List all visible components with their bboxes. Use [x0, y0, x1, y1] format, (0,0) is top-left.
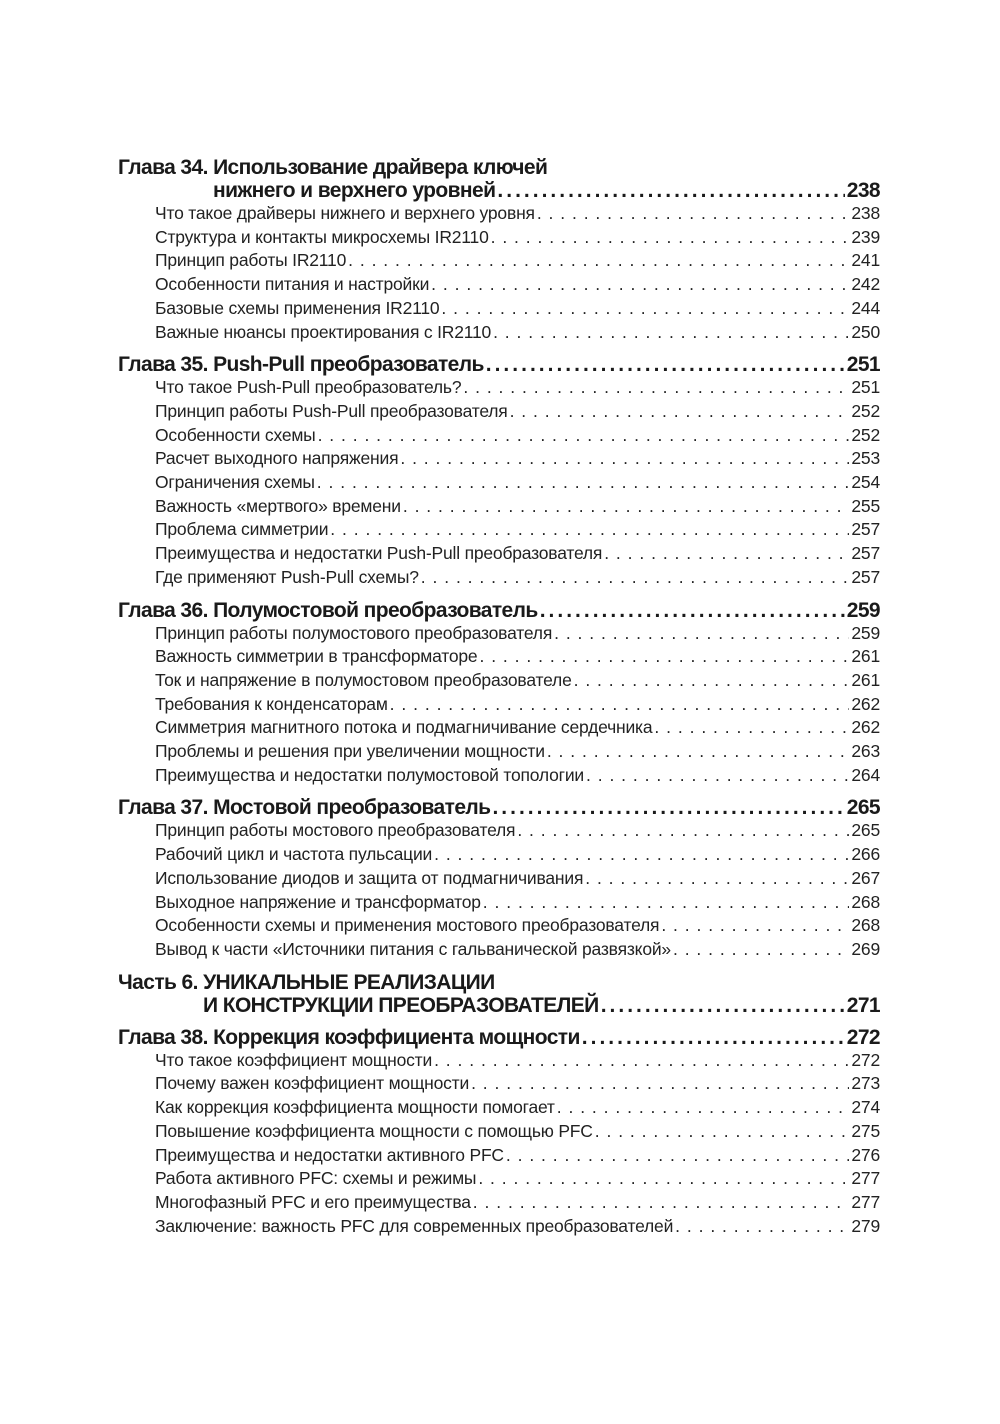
heading-title: УНИКАЛЬНЫЕ РЕАЛИЗАЦИИ	[203, 970, 495, 994]
page-number: 266	[851, 844, 880, 865]
dot-leader	[403, 495, 850, 519]
dot-leader	[330, 518, 849, 542]
dot-leader	[463, 376, 849, 400]
toc-section	[118, 156, 880, 344]
entry-title: Структура и контакты микросхемы IR2110	[155, 226, 489, 247]
toc-entry[interactable]	[118, 226, 880, 250]
entry-title: Выходное напряжение и трансформатор	[155, 891, 481, 912]
toc-entry[interactable]	[118, 693, 880, 717]
entry-title: Важность «мертвого» времени	[155, 495, 401, 516]
page-number: 250	[851, 321, 880, 342]
page-number: 267	[851, 867, 880, 888]
toc-entry[interactable]	[118, 716, 880, 740]
page-number: 242	[851, 274, 880, 295]
toc-entry[interactable]	[118, 1096, 880, 1120]
page-number: 241	[851, 250, 880, 271]
page-number: 239	[851, 226, 880, 247]
page-number: 265	[851, 820, 880, 841]
page-number: 272	[851, 1049, 880, 1070]
section-label: Глава 38.	[118, 1025, 214, 1049]
toc-section	[118, 353, 880, 589]
heading-title: Использование драйвера ключей	[213, 156, 548, 179]
dot-leader	[537, 202, 850, 226]
page-number: 277	[851, 1191, 880, 1212]
section-heading[interactable]	[118, 796, 880, 819]
section-label: Глава 35.	[118, 353, 214, 377]
page-number: 274	[851, 1097, 880, 1118]
dot-leader	[348, 249, 849, 273]
toc-entry[interactable]	[118, 566, 880, 590]
dot-leader	[604, 542, 849, 566]
page-number: 262	[851, 717, 880, 738]
entry-title: Важность симметрии в трансформаторе	[155, 646, 478, 667]
dot-leader	[483, 891, 850, 915]
entry-title: Работа активного PFC: схемы и режимы	[155, 1168, 477, 1189]
toc-entry[interactable]	[118, 891, 880, 915]
toc-entry[interactable]	[118, 321, 880, 345]
toc-entry[interactable]	[118, 622, 880, 646]
dot-leader	[471, 1072, 849, 1096]
heading-line	[118, 156, 880, 179]
entry-title: Где применяют Push-Pull схемы?	[155, 566, 419, 587]
section-heading[interactable]	[118, 353, 880, 376]
page-number: 261	[851, 669, 880, 690]
dot-leader	[586, 764, 849, 788]
page-number: 251	[846, 353, 880, 377]
entry-title: Ток и напряжение в полумостовом преобразователе	[155, 669, 572, 690]
dot-leader	[661, 914, 849, 938]
page-number: 279	[851, 1215, 880, 1236]
toc-entry[interactable]	[118, 914, 880, 938]
dot-leader	[517, 819, 849, 843]
page-number: 251	[851, 377, 880, 398]
toc-section	[118, 1026, 880, 1239]
page-number: 269	[851, 938, 880, 959]
toc-entry[interactable]	[118, 669, 880, 693]
page-number: 244	[851, 297, 880, 318]
dot-leader	[400, 447, 849, 471]
entry-title: Что такое коэффициент мощности	[155, 1049, 433, 1070]
entry-title: Что такое Push-Pull преобразователь?	[155, 377, 462, 398]
dot-leader	[317, 471, 850, 495]
toc-entry[interactable]	[118, 542, 880, 566]
toc-entry[interactable]	[118, 424, 880, 448]
entry-title: Важные нюансы проектирования с IR2110	[155, 321, 492, 342]
entry-title: Особенности питания и настройки	[155, 274, 430, 295]
toc-entry[interactable]	[118, 495, 880, 519]
heading-line	[118, 599, 880, 622]
dot-leader	[554, 622, 849, 646]
page-number: 262	[851, 693, 880, 714]
heading-line	[118, 353, 880, 376]
dot-leader	[390, 693, 850, 717]
page-number: 264	[851, 764, 880, 785]
entry-title: Рабочий цикл и частота пульсации	[155, 844, 433, 865]
page-number: 261	[851, 646, 880, 667]
entry-title: Проблема симметрии	[155, 519, 329, 540]
page-number: 272	[846, 1025, 880, 1049]
entry-title: Заключение: важность PFC для современных преобразователей	[155, 1215, 674, 1236]
entry-title: Повышение коэффициента мощности с помощью PFC	[155, 1120, 593, 1141]
toc-section	[118, 599, 880, 788]
toc-entry[interactable]	[118, 273, 880, 297]
entry-title: Особенности схемы и применения мостового преобразователя	[155, 915, 660, 936]
toc-entry[interactable]	[118, 297, 880, 321]
heading-title: Полумостовой преобразователь	[213, 598, 538, 622]
heading-line	[118, 179, 880, 202]
section-heading[interactable]	[118, 1026, 880, 1049]
entry-title: Использование диодов и защита от подмагничивания	[155, 867, 584, 888]
heading-line	[118, 1026, 880, 1049]
heading-title: И КОНСТРУКЦИИ ПРЕОБРАЗОВАТЕЛЕЙ	[203, 993, 599, 1017]
toc-section	[118, 796, 880, 961]
page-number: 255	[851, 495, 880, 516]
toc-entry[interactable]	[118, 1167, 880, 1191]
page-number: 271	[846, 993, 880, 1017]
toc-entry[interactable]	[118, 202, 880, 226]
toc-entry[interactable]	[118, 1191, 880, 1215]
dot-leader	[506, 1144, 850, 1168]
heading-line	[118, 971, 880, 994]
section-heading[interactable]	[118, 156, 880, 202]
toc-entry[interactable]	[118, 740, 880, 764]
dot-leader	[486, 353, 845, 376]
toc-entry[interactable]	[118, 1215, 880, 1239]
dot-leader	[585, 867, 849, 891]
section-label: Глава 34.	[118, 156, 214, 179]
dot-leader	[492, 796, 844, 819]
page-number: 252	[851, 424, 880, 445]
entry-title: Принцип работы полумостового преобразователя	[155, 622, 553, 643]
page-number: 259	[846, 598, 880, 622]
page-number: 276	[851, 1144, 880, 1165]
entry-title: Преимущества и недостатки полумостовой топологии	[155, 764, 584, 785]
dot-leader	[491, 226, 850, 250]
dot-leader	[654, 716, 849, 740]
dot-leader	[478, 1167, 849, 1191]
toc-entry[interactable]	[118, 867, 880, 891]
dot-leader	[479, 645, 849, 669]
page-number: 268	[851, 915, 880, 936]
entry-title: Преимущества и недостатки Push-Pull преобразователя	[155, 543, 603, 564]
toc-entry[interactable]	[118, 249, 880, 273]
dot-leader	[595, 1120, 850, 1144]
page-number: 259	[851, 622, 880, 643]
entry-title: Что такое драйверы нижнего и верхнего уровня	[155, 203, 535, 223]
entry-title: Ограничения схемы	[155, 472, 315, 493]
entry-title: Многофазный PFC и его преимущества	[155, 1191, 471, 1212]
heading-title: нижнего и верхнего уровней	[213, 179, 496, 202]
page-number: 268	[851, 891, 880, 912]
dot-leader	[434, 843, 849, 867]
page-number: 253	[851, 448, 880, 469]
section-label: Глава 37.	[118, 796, 214, 820]
dot-leader	[547, 740, 850, 764]
dot-leader	[434, 1049, 849, 1073]
heading-title: Коррекция коэффициента мощности	[213, 1025, 580, 1049]
toc-entry[interactable]	[118, 1120, 880, 1144]
toc-entry[interactable]	[118, 843, 880, 867]
toc-entry[interactable]	[118, 819, 880, 843]
toc-entry[interactable]	[118, 400, 880, 424]
dot-leader	[540, 599, 845, 622]
section-heading[interactable]	[118, 971, 880, 1017]
heading-title: Мостовой преобразователь	[213, 796, 491, 820]
page-number: 254	[851, 472, 880, 493]
dot-leader	[431, 273, 849, 297]
entry-title: Базовые схемы применения IR2110	[155, 297, 440, 318]
entry-title: Расчет выходного напряжения	[155, 448, 399, 469]
entry-title: Принцип работы IR2110	[155, 250, 347, 271]
dot-leader	[673, 938, 849, 962]
page-number: 265	[846, 796, 880, 820]
heading-line	[118, 796, 880, 819]
section-heading[interactable]	[118, 599, 880, 622]
entry-title: Проблемы и решения при увеличении мощности	[155, 741, 545, 762]
page-number: 257	[851, 543, 880, 564]
entry-title: Как коррекция коэффициента мощности помогает	[155, 1097, 555, 1118]
entry-title: Вывод к части «Источники питания с гальванической развязкой»	[155, 938, 671, 959]
dot-leader	[441, 297, 849, 321]
table-of-contents	[118, 156, 880, 1247]
dot-leader	[318, 424, 850, 448]
entry-title: Почему важен коэффициент мощности	[155, 1073, 470, 1094]
dot-leader	[675, 1215, 849, 1239]
toc-entry[interactable]	[118, 518, 880, 542]
page-number: 277	[851, 1168, 880, 1189]
dot-leader	[557, 1096, 850, 1120]
dot-leader	[510, 400, 850, 424]
entry-title: Требования к конденсаторам	[155, 693, 388, 714]
page-number: 257	[851, 566, 880, 587]
toc-entry[interactable]	[118, 1144, 880, 1168]
dot-leader	[574, 669, 850, 693]
entry-title: Принцип работы Push-Pull преобразователя	[155, 400, 508, 421]
dot-leader	[497, 179, 844, 202]
toc-section	[118, 971, 880, 1017]
toc-entry[interactable]	[118, 1072, 880, 1096]
page-number: 257	[851, 519, 880, 540]
heading-title: Push-Pull преобразователь	[213, 353, 484, 377]
entry-title: Преимущества и недостатки активного PFC	[155, 1144, 504, 1165]
page-number: 238	[846, 179, 880, 202]
toc-entry[interactable]	[118, 471, 880, 495]
toc-entry[interactable]	[118, 1049, 880, 1073]
heading-line	[118, 994, 880, 1017]
page-number: 273	[851, 1073, 880, 1094]
toc-entry[interactable]	[118, 376, 880, 400]
page-number: 238	[851, 203, 880, 223]
page-number: 252	[851, 400, 880, 421]
toc-entry[interactable]	[118, 764, 880, 788]
toc-entry[interactable]	[118, 447, 880, 471]
dot-leader	[601, 994, 845, 1017]
page-number: 275	[851, 1120, 880, 1141]
page-number: 263	[851, 741, 880, 762]
section-label: Часть 6.	[118, 970, 204, 994]
entry-title: Принцип работы мостового преобразователя	[155, 820, 516, 841]
dot-leader	[473, 1191, 850, 1215]
section-label: Глава 36.	[118, 598, 214, 622]
toc-entry[interactable]	[118, 938, 880, 962]
dot-leader	[582, 1026, 845, 1049]
entry-title: Симметрия магнитного потока и подмагничивание сердечника	[155, 717, 653, 738]
entry-title: Особенности схемы	[155, 424, 316, 445]
dot-leader	[493, 321, 849, 345]
toc-entry[interactable]	[118, 645, 880, 669]
dot-leader	[421, 566, 850, 590]
